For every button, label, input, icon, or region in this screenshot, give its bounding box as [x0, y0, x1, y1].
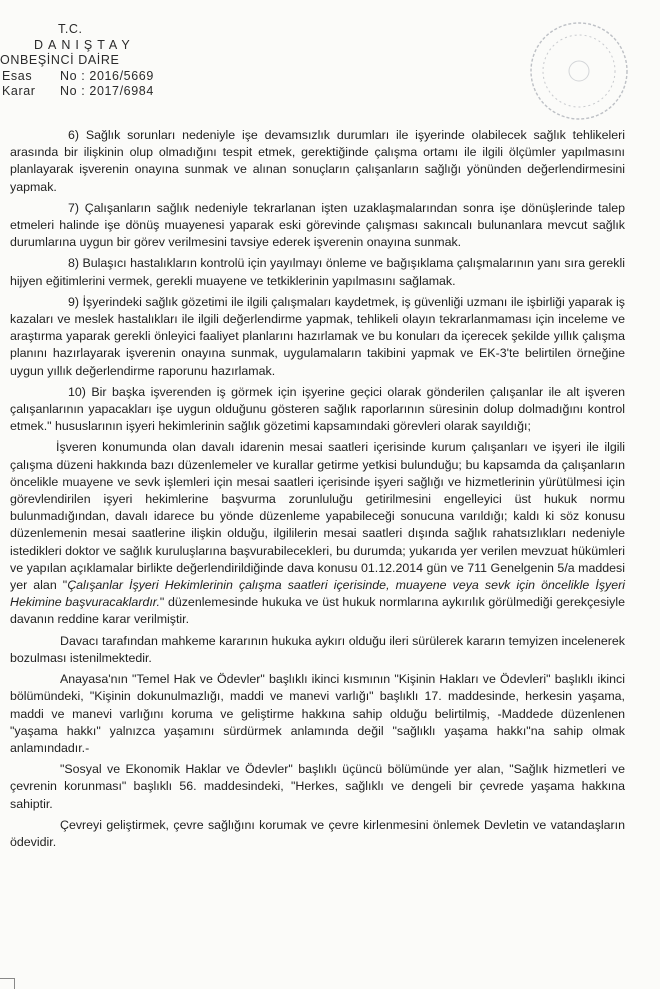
- paragraph-appeal: Davacı tarafından mahkeme kararının hukuka aykırı olduğu ileri sürülerek kararın temyizen incelenerek bozulması istenilmektedir.: [10, 633, 625, 665]
- karar-number: No : 2017/6984: [60, 84, 154, 98]
- paragraph-6: 6) Sağlık sorunları nedeniyle işe devamsızlık durumları ile işyerinde olabilecek sağlık tehlikeleri arasında bir ilişkinin olup olmadığını tespit etmek, gerektiğinde çalışma ortamı ile ilgili ölçümler yapılmasını planlayarak işverenin onayına sunmak ve alınan sonuçların çalışanların sağlığı yönünden değerlendirmesini yapmak.: [10, 128, 625, 194]
- reasoning-quoted-rule: Çalışanlar İşyeri Hekimlerinin çalışma saatleri içerisinde, muayene veya sevk için öncelikle İşyeri Hekimine başvuracaklardır.: [10, 578, 625, 610]
- chamber-name: ONBEŞİNCİ DAİRE: [0, 53, 120, 67]
- paragraph-environment-duty: Çevreyi geliştirmek, çevre sağlığını korumak ve çevre kirlenmesini önlemek Devletin ve vatandaşların ödevidir.: [10, 817, 625, 849]
- paragraph-constitution-56: "Sosyal ve Ekonomik Haklar ve Ödevler" başlıklı üçüncü bölümünde yer alan, "Sağlık hizmetleri ve çevrenin korunması" başlıklı 56. maddesindeki, "Herkes, sağlıklı ve dengeli bir çevrede yaşama hakkına sahiptir.: [10, 762, 625, 811]
- esas-row: [0, 69, 154, 85]
- document-header: [0, 22, 154, 100]
- paragraph-constitution-17: Anayasa'nın "Temel Hak ve Ödevler" başlıklı ikinci kısmının "Kişinin Hakları ve Ödevleri" başlıklı ikinci bölümündeki, "Kişinin dokunulmazlığı, maddi ve manevi varlığı" başlıklı 17. maddesinde, herkesin yaşama, maddi ve manevi varlığını koruma ve geliştirme hakkına sahip olduğu belirtilmiş, -Maddede düzenlenen "yaşama hakkı" yalnızca yaşamını sürdürmek anlamında değil "sağlıklı yaşama hakkı"na sahip olmak anlamındadır.-: [10, 672, 625, 755]
- official-seal-stamp: [524, 16, 634, 126]
- paragraph-10: 10) Bir başka işverenden iş görmek için işyerine geçici olarak gönderilen çalışanlar ile alt işveren çalışanlarının yapacakları işe uygun olduğunu gösteren sağlık raporlarının süresinin dolup dolmadığını kontrol etmek." hususlarının işyeri hekimlerinin sağlık gözetimi kapsamındaki görevleri olarak sayıldığı;: [10, 384, 625, 434]
- court-name: DANIŞTAY: [34, 37, 135, 52]
- paragraph-9: 9) İşyerindeki sağlık gözetimi ile ilgili çalışmaları kaydetmek, iş güvenliği uzmanı ile işbirliği yaparak iş kazaları ve meslek hastalıkları ile ilgili değerlendirme yapmak, tehlikeli olayın tekrarlanmaması için inceleme ve araştırma yaparak gerekli önleyici faaliyet planlarını hazırlamak ve bu konuları da içerecek şekilde yıllık çalışma planını hazırlayarak işverenin onayına sunmak, uygulamaların takibini yapmak ve EK-3'te belirtilen örneğine uygun yıllık değerlendirme raporunu hazırlamak.: [10, 294, 625, 378]
- karar-label: Karar: [2, 84, 36, 98]
- karar-row: [0, 84, 154, 100]
- paragraph-7: 7) Çalışanların sağlık nedeniyle tekrarlanan işten uzaklaşmalarından sonra işe dönüşlerinde talep etmeleri halinde işe dönüş muayenesi yaparak eski görevinde çalışması sakıncalı bulunanlara mevcut sağlık durumlarına uygun bir görev verilmesini tavsiye ederek işverenin onayına sunmak.: [10, 200, 625, 250]
- page-corner-mark: [0, 978, 15, 989]
- paragraph-court-reasoning: [10, 439, 625, 628]
- esas-label: Esas: [2, 68, 33, 83]
- paragraph-8: 8) Bulaşıcı hastalıkların kontrolü için yayılmayı önleme ve bağışıklama çalışmalarının yanı sıra gerekli hijyen eğitimlerini vermek, gerekli muayene ve tetkiklerinin yapılmasını sağlamak.: [10, 256, 625, 288]
- esas-number: No : 2016/5669: [60, 68, 154, 83]
- document-body: [10, 127, 625, 855]
- reasoning-text-b: " düzenlemesinde hukuka ve üst hukuk normlarına aykırılık görülmediği gerekçesiyle davanın reddine karar verilmiştir.: [10, 595, 625, 627]
- reasoning-text-a: İşveren konumunda olan davalı idarenin mesai saatleri içerisinde kurum çalışanları ve işyeri ile ilgili çalışma düzeni hakkında bazı düzenlemeler ve kurallar getirme yetkisi bulunduğu; bu kapsamda da çalışanların öncelikle muayene ve sevk işlemleri için mesai saatleri içerisinde işyeri sağlığı ve hizmetlerinin yürütülmesi için görevlendirilen işyeri hekimlerine başvurma zorunluluğu getirilmesini engelleyici üst hukuk normu bulunmadığından, davalı idarece bu yönde düzenleme yapabileceği sonucuna varıldığı; kaldı ki söz konusu düzenlemenin mesai saatlerine ilişkin olduğu, ilgililerin mesai saatleri dışında sağlık rahatsızlıkları nedeniyle istedikleri doktor ve sağlık kuruluşlarına başvurabilecekleri, bu durumda; yukarıda yer verilen mevzuat hükümleri ve yapılan açıklamalar birlikte değerlendirildiğinde dava konusu 01.12.2014 gün ve 711 Genelgenin 5/a maddesi yer alan ": [10, 440, 625, 593]
- republic-label: T.C.: [58, 22, 83, 36]
